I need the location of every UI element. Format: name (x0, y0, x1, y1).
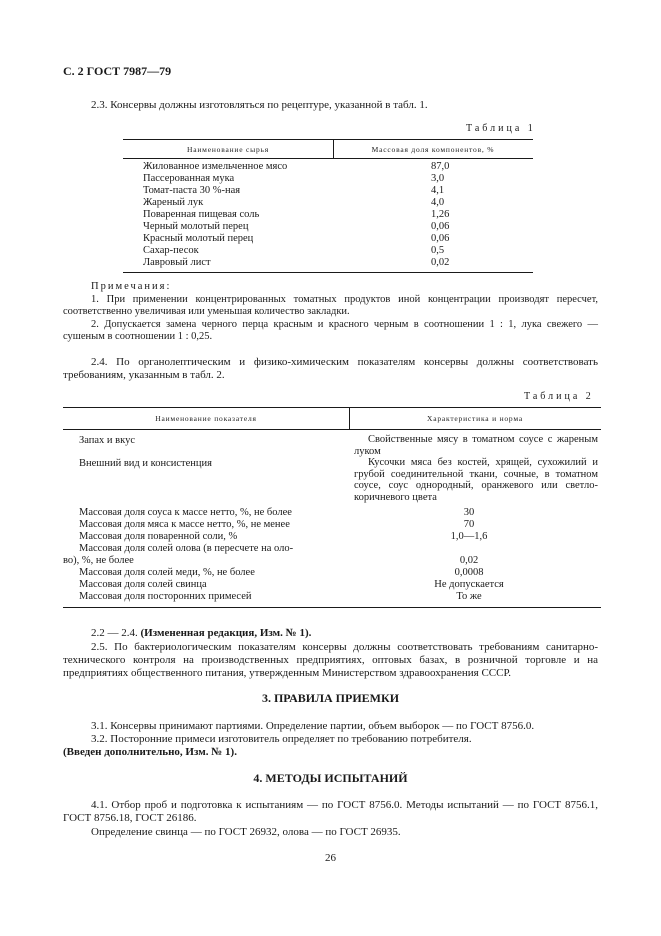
table2-smell-name: Запах и вкус (79, 435, 136, 446)
table2-col1-header: Наименование показателя (155, 414, 257, 423)
table1-row (143, 161, 488, 173)
amend-prefix: 2.2 — 2.4. (91, 627, 138, 639)
table2-row-name: Массовая доля поваренной соли, % (79, 531, 238, 542)
table1-row (143, 221, 488, 233)
table1-value: 0,06 (431, 221, 450, 232)
table1-value: 0,06 (431, 233, 450, 244)
table1-value: 3,0 (431, 173, 445, 184)
table1-header-rule (123, 158, 533, 159)
section-3-title: 3. ПРАВИЛА ПРИЕМКИ (261, 691, 400, 705)
table1-name: Томат-паста 30 %-ная (143, 185, 241, 196)
table2-look-name: Внешний вид и консистенция (79, 458, 212, 469)
table2-row-name: Массовая доля посторонних примесей (79, 591, 252, 602)
paragraph-4-1: 4.1. Отбор проб и подготовка к испытаниям — по ГОСТ 8756.0. Методы испытаний — по ГОСТ 8756.1, ГОСТ 8756.18, ГОСТ 26186. (63, 799, 598, 824)
table1-value: 0,02 (431, 257, 450, 268)
table2-row-value: 70 (463, 519, 475, 530)
table1-row (143, 173, 488, 185)
table1-name: Сахар-песок (143, 245, 199, 256)
table2-smell-value: Свойственные мясу в томатном соусе с жареным луком (354, 434, 598, 457)
table2-row-value: 0,02 (459, 555, 479, 566)
table2-row-value: То же (456, 591, 482, 602)
table2-row-name: Массовая доля солей олова (в пересчете на оло- (79, 543, 294, 554)
section-4-title: 4. МЕТОДЫ ИСПЫТАНИЙ (253, 771, 408, 785)
table1-value: 1,26 (431, 209, 450, 220)
table2-row-name: Массовая доля солей меди, %, не более (79, 567, 255, 578)
table1-bottom-rule (123, 272, 533, 273)
table1-value: 87,0 (431, 161, 450, 172)
table2-row-name: Массовая доля мяса к массе нетто, %, не менее (79, 519, 290, 530)
page-header: С. 2 ГОСТ 7987—79 (63, 64, 172, 78)
table2-row-value: 0,0008 (454, 567, 484, 578)
table1-row (143, 245, 488, 257)
paragraph-3-1: 3.1. Консервы принимают партиями. Определение партии, объем выборок — по ГОСТ 8756.0. (91, 720, 535, 732)
table1-name: Жилованное измельченное мясо (143, 161, 288, 172)
paragraph-3-note: (Введен дополнительно, Изм. № 1). (63, 746, 237, 758)
table1-col1-header: Наименование сырья (187, 145, 269, 154)
table2-header-rule (63, 429, 601, 430)
table1-row (143, 257, 488, 269)
table2-caption: Таблица 2 (524, 391, 594, 402)
notes-title: Примечания: (91, 281, 172, 292)
table2-row-value: 1,0—1,6 (450, 531, 488, 542)
table1-row (143, 185, 488, 197)
table1-name: Поваренная пищевая соль (143, 209, 260, 220)
table1-row (143, 209, 488, 221)
paragraph-2-3: 2.3. Консервы должны изготовляться по рецептуре, указанной в табл. 1. (91, 99, 428, 111)
paragraph-4-1b: Определение свинца — по ГОСТ 26932, олова — по ГОСТ 26935. (91, 826, 401, 838)
table1-caption: Таблица 1 (466, 123, 536, 134)
paragraph-2-4: 2.4. По органолептическим и физико-химическим показателям консервы должны соответствовать требованиям, указанным в табл. 2. (63, 356, 598, 381)
paragraph-2-5: 2.5. По бактериологическим показателям консервы должны соответствовать требованиям санитарно-технического контроля на производственных предприятиях, оптовых базах, в розничной торговле и на предприятиях общественного питания, утвержденным Министерством здравоохранения СССР. (63, 641, 598, 679)
note-1: 1. При применении концентрированных томатных продуктов иной концентрации производят пересчет, соответственно увеличивая или уменьшая количество закладки. (63, 294, 598, 317)
table2-bottom-rule (63, 607, 601, 608)
table1-value: 4,0 (431, 197, 445, 208)
table1-value: 0,5 (431, 245, 445, 256)
table2-col2-header: Характеристика и норма (426, 414, 523, 423)
table1-name: Черный молотый перец (143, 221, 249, 232)
table2-row-name-cont: во), %, не более (63, 555, 134, 566)
table2-top-rule (63, 407, 601, 408)
table1-name: Жареный лук (143, 197, 204, 208)
table2-row-name: Массовая доля солей свинца (79, 579, 207, 590)
table1-name: Красный молотый перец (143, 233, 254, 244)
paragraph-2-2-amend (63, 627, 598, 640)
table1-value: 4,1 (431, 185, 445, 196)
table1-name: Пассерованная мука (143, 173, 235, 184)
note-2: 2. Допускается замена черного перца красным и красного черным в соотношении 1 : 1, лука свежего — сушеным в соотношении 1 : 0,25. (63, 319, 598, 342)
table1-top-rule (123, 139, 533, 140)
table1-name: Лавровый лист (143, 257, 211, 268)
table2-row-value: Не допускается (434, 579, 504, 590)
table2-row-name: Массовая доля соуса к массе нетто, %, не более (79, 507, 292, 518)
table1-col2-header: Массовая доля компонентов, % (371, 145, 495, 154)
table2-row-value: 30 (463, 507, 475, 518)
paragraph-3-2: 3.2. Посторонние примеси изготовитель определяет по требованию потребителя. (91, 733, 472, 745)
table1-row (143, 197, 488, 209)
table2-look-value: Кусочки мяса без костей, хрящей, сухожилий и грубой соединительной ткани, сочные, в томатном соусе, соус однородный, оранжевого или светло-коричневого цвета (354, 457, 598, 503)
amend-note: (Измененная редакция, Изм. № 1). (140, 627, 312, 639)
table1-row (143, 233, 488, 245)
page-number: 26 (325, 852, 336, 864)
